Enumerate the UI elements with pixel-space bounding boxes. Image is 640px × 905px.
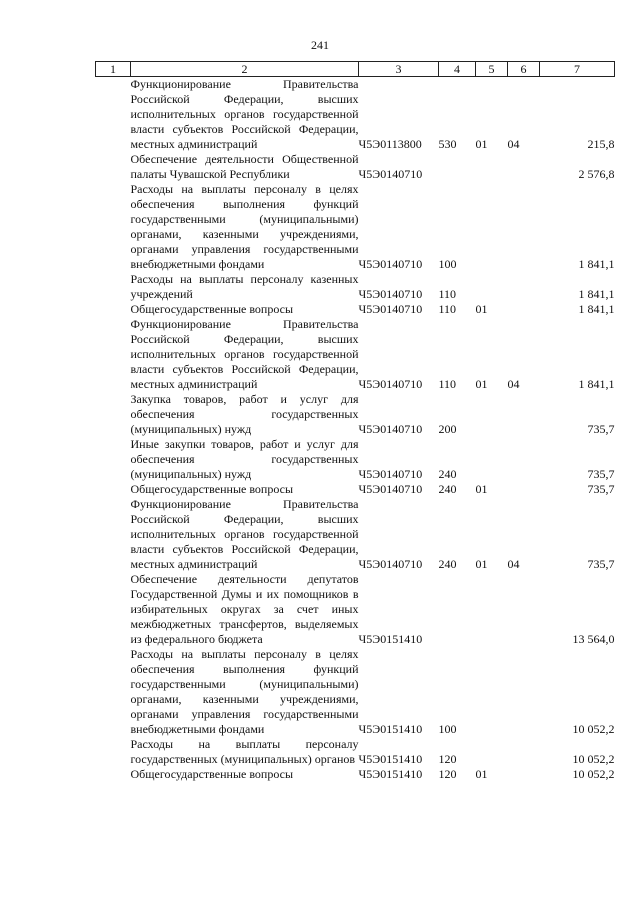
- cell-pr: 04: [507, 557, 520, 571]
- cell-rz: [476, 437, 508, 482]
- table-row: [96, 482, 615, 497]
- cell-vr: 100: [438, 722, 457, 736]
- cell-vr: 110: [438, 287, 457, 301]
- cell-code: Ч5Э0140710: [358, 257, 423, 271]
- cell-rz: 01: [475, 137, 488, 151]
- header-col-7: 7: [540, 62, 615, 77]
- table-row: [96, 437, 615, 482]
- cell-sum: 735,7: [587, 467, 615, 481]
- table-row: [96, 572, 615, 647]
- cell-name: Общегосударственные вопросы: [130, 482, 294, 496]
- table-row: [96, 497, 615, 572]
- cell-rz: [476, 647, 508, 737]
- cell-name: Общегосударственные вопросы: [130, 767, 294, 781]
- cell-code: Ч5Э0140710: [358, 557, 423, 571]
- cell-rz: 01: [475, 557, 488, 571]
- cell-vr: 110: [438, 302, 457, 316]
- cell-rz: [476, 182, 508, 272]
- cell-name: Расходы на выплаты персоналу государственных (муниципальных) органов: [130, 737, 359, 766]
- cell-pr: 04: [507, 377, 520, 391]
- cell-code: Ч5Э0140710: [358, 422, 423, 436]
- cell-code: Ч5Э0140710: [358, 377, 423, 391]
- cell-rz: [476, 272, 508, 302]
- table-row: [96, 302, 615, 317]
- cell-empty: [96, 437, 131, 482]
- cell-empty: [96, 482, 131, 497]
- cell-pr: [508, 182, 540, 272]
- cell-rz: 01: [475, 377, 488, 391]
- table-row: [96, 317, 615, 392]
- cell-pr: [508, 272, 540, 302]
- cell-code: Ч5Э0113800: [358, 137, 422, 151]
- table-row: [96, 152, 615, 182]
- cell-sum: 735,7: [587, 482, 615, 496]
- header-col-2: 2: [131, 62, 359, 77]
- cell-sum: 1 841,1: [578, 302, 615, 316]
- table-row: [96, 737, 615, 767]
- cell-pr: [508, 767, 540, 782]
- cell-empty: [96, 272, 131, 302]
- cell-pr: [508, 647, 540, 737]
- table-row: [96, 647, 615, 737]
- table-body: [96, 77, 615, 783]
- cell-vr: 240: [438, 482, 457, 496]
- cell-pr: [508, 392, 540, 437]
- cell-sum: 10 052,2: [572, 752, 615, 766]
- cell-vr: [439, 572, 476, 647]
- cell-empty: [96, 647, 131, 737]
- cell-empty: [96, 302, 131, 317]
- cell-code: Ч5Э0151410: [358, 632, 423, 646]
- cell-code: Ч5Э0140710: [358, 167, 423, 181]
- cell-code: Ч5Э0140710: [358, 467, 423, 481]
- cell-sum: 13 564,0: [572, 632, 615, 646]
- table-header-row: [96, 62, 615, 77]
- cell-rz: 01: [475, 767, 488, 781]
- table-row: [96, 767, 615, 782]
- cell-name: Расходы на выплаты персоналу казенных учреждений: [130, 272, 359, 301]
- header-col-4: 4: [439, 62, 476, 77]
- cell-empty: [96, 392, 131, 437]
- cell-rz: [476, 737, 508, 767]
- cell-code: Ч5Э0140710: [358, 482, 423, 496]
- cell-sum: 735,7: [587, 557, 615, 571]
- header-col-1: 1: [96, 62, 131, 77]
- cell-pr: [508, 302, 540, 317]
- cell-vr: 240: [438, 467, 457, 481]
- cell-empty: [96, 77, 131, 153]
- cell-sum: 1 841,1: [578, 377, 615, 391]
- table-row: [96, 392, 615, 437]
- cell-empty: [96, 497, 131, 572]
- cell-empty: [96, 152, 131, 182]
- cell-name: Закупка товаров, работ и услуг для обеспечения государственных (муниципальных) нужд: [130, 392, 359, 436]
- cell-empty: [96, 767, 131, 782]
- cell-rz: [476, 152, 508, 182]
- table-row: [96, 272, 615, 302]
- cell-code: Ч5Э0151410: [358, 722, 423, 736]
- cell-code: Ч5Э0151410: [358, 752, 423, 766]
- cell-rz: 01: [475, 482, 488, 496]
- cell-sum: 10 052,2: [572, 722, 615, 736]
- cell-sum: 1 841,1: [578, 257, 615, 271]
- cell-rz: [476, 572, 508, 647]
- table-row: [96, 77, 615, 153]
- cell-vr: 120: [438, 767, 457, 781]
- table-row: [96, 182, 615, 272]
- cell-sum: 2 576,8: [578, 167, 615, 181]
- page-number: 241: [311, 38, 329, 52]
- cell-vr: 200: [438, 422, 457, 436]
- cell-pr: [508, 572, 540, 647]
- cell-code: Ч5Э0140710: [358, 302, 423, 316]
- cell-vr: 100: [438, 257, 457, 271]
- cell-name: Функционирование Правительства Российской Федерации, высших исполнительных органов государственной власти субъектов Российской Федерации, местных администраций: [130, 497, 359, 571]
- cell-name: Функционирование Правительства Российской Федерации, высших исполнительных органов государственной власти субъектов Российской Федерации, местных администраций: [130, 77, 359, 151]
- cell-rz: [476, 392, 508, 437]
- cell-name: Обеспечение деятельности Общественной палаты Чувашской Республики: [130, 152, 359, 181]
- cell-pr: [508, 482, 540, 497]
- header-col-3: 3: [359, 62, 439, 77]
- cell-name: Расходы на выплаты персоналу в целях обеспечения выполнения функций государственными (муниципальными) органами, казенными учреждениями, органами управления государственными внебюджетными фондами: [130, 182, 359, 271]
- cell-empty: [96, 182, 131, 272]
- cell-vr: [439, 152, 476, 182]
- cell-name: Обеспечение деятельности депутатов Государственной Думы и их помощников в избирательных округах за счет иных межбюджетных трансфертов, выделяемых из федерального бюджета: [130, 572, 359, 646]
- cell-code: Ч5Э0140710: [358, 287, 423, 301]
- cell-pr: [508, 437, 540, 482]
- cell-pr: [508, 737, 540, 767]
- cell-sum: 10 052,2: [572, 767, 615, 781]
- cell-rz: 01: [475, 302, 488, 316]
- cell-name: Расходы на выплаты персоналу в целях обеспечения выполнения функций государственными (муниципальными) органами, казенными учреждениями, органами управления государственными внебюджетными фондами: [130, 647, 359, 736]
- cell-sum: 1 841,1: [578, 287, 615, 301]
- cell-vr: 240: [438, 557, 457, 571]
- cell-name: Иные закупки товаров, работ и услуг для обеспечения государственных (муниципальных) нужд: [130, 437, 359, 481]
- cell-pr: [508, 152, 540, 182]
- cell-vr: 110: [438, 377, 457, 391]
- cell-name: Функционирование Правительства Российской Федерации, высших исполнительных органов государственной власти субъектов Российской Федерации, местных администраций: [130, 317, 359, 391]
- cell-sum: 215,8: [587, 137, 615, 151]
- cell-empty: [96, 572, 131, 647]
- cell-pr: 04: [507, 137, 520, 151]
- cell-vr: 120: [438, 752, 457, 766]
- cell-vr: 530: [438, 137, 457, 151]
- header-col-5: 5: [476, 62, 508, 77]
- cell-name: Общегосударственные вопросы: [130, 302, 294, 316]
- cell-code: Ч5Э0151410: [358, 767, 423, 781]
- cell-empty: [96, 317, 131, 392]
- budget-table: [95, 61, 615, 782]
- cell-sum: 735,7: [587, 422, 615, 436]
- header-col-6: 6: [508, 62, 540, 77]
- cell-empty: [96, 737, 131, 767]
